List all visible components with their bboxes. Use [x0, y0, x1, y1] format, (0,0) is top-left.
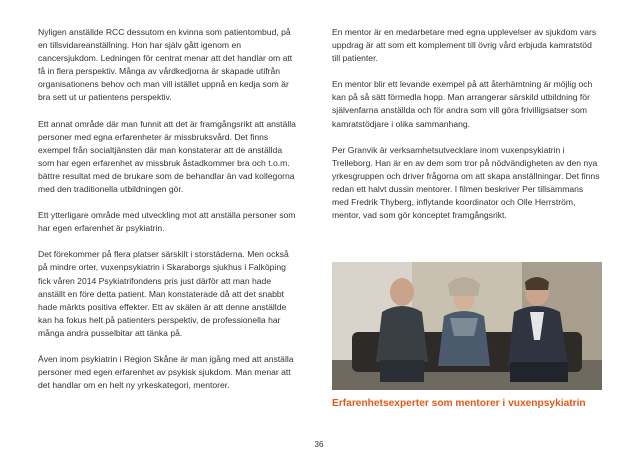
photo-caption: Erfarenhetsexperter som mentorer i vuxenpsykiatrin — [332, 398, 586, 409]
paragraph: Nyligen anställde RCC dessutom en kvinna som patientombud, på en tillsvidareanställning. Hon har själv gått igenom en cancersjukdom. Ledningen för centrat menar att det handlar om att få in flera perspektiv. Många av vårdkedjorna är skapade utifrån organisationens behov och man vill istället uppnå en kedja som är bra sett ut ur patientens perspektiv. — [38, 27, 293, 103]
paragraph: Per Granvik är verksamhetsutvecklare inom vuxenpsykiatrin i Trelleborg. Han är en av dem som tror på nödvändigheten av den nya yrkesgruppen och driver frågorna om att skapa anställningar. Det finns redan ett halvt dussin mentorer. I filmen beskriver Per tillsammans med Fredrik Thyberg, inflytande koordinator och Olle Herrström, mentor, vad som gör konceptet framgångsrikt. — [332, 144, 600, 221]
paragraph: En mentor blir ett levande exempel på att återhämtning är möjlig och kan på så sätt förmedla hopp. Man arrangerar särskild utbildning för självenfarna anställda och för andra som vill göra frivilligsatser som kamratstödjare i olika sammanhang. — [332, 79, 593, 129]
right-text-column — [332, 26, 602, 235]
paragraph: Det förekommer på flera platser särskilt i storstäderna. Men också på mindre orter, vuxenpsykiatrin i Skaraborgs sjukhus i Falköping fick våren 2014 Psykiatrifondens pris just därför att man hade anställt en före detta patient. Man konstaterade då att det snabbt hade märkts positiva effekter. Ett av skälen är att denne anställde kan ha fokus helt på patienters perspektiv, de professionella har många andra pusselbitar att tänka på. — [38, 249, 289, 338]
page-number: 36 — [314, 440, 324, 449]
paragraph: Ett ytterligare område med utveckling mot att anställa personer som har egen erfarenhet är psykiatrin. — [38, 210, 296, 234]
left-text-column — [38, 26, 300, 405]
paragraph: Ett annat område där man funnit att det är framgångsrikt att anställa personer med egna erfarenheter är missbruksvård. Det finns exempel från socialtjänsten där man konstaterar att de anställda som har egen erfarenhet av missbruk åstadkommer bra och t.o.m. bättre resultat med de brukare som de behandlar än vad kollegorna med den traditionella utbildningen gör. — [38, 118, 296, 195]
paragraph: En mentor är en medarbetare med egna upplevelser av sjukdom vars uppdrag är att som ett komplement till övrig vård erbjuda kamratstöd till patienter. — [332, 27, 597, 64]
mentors-photo — [332, 262, 602, 390]
photo-illustration — [332, 262, 602, 390]
paragraph: Även inom psykiatrin i Region Skåne är man igång med att anställa personer med egen erfarenhet av psykisk sjukdom. Man menar att det handlar om en helt ny yrkeskategori, mentorer. — [38, 353, 294, 391]
